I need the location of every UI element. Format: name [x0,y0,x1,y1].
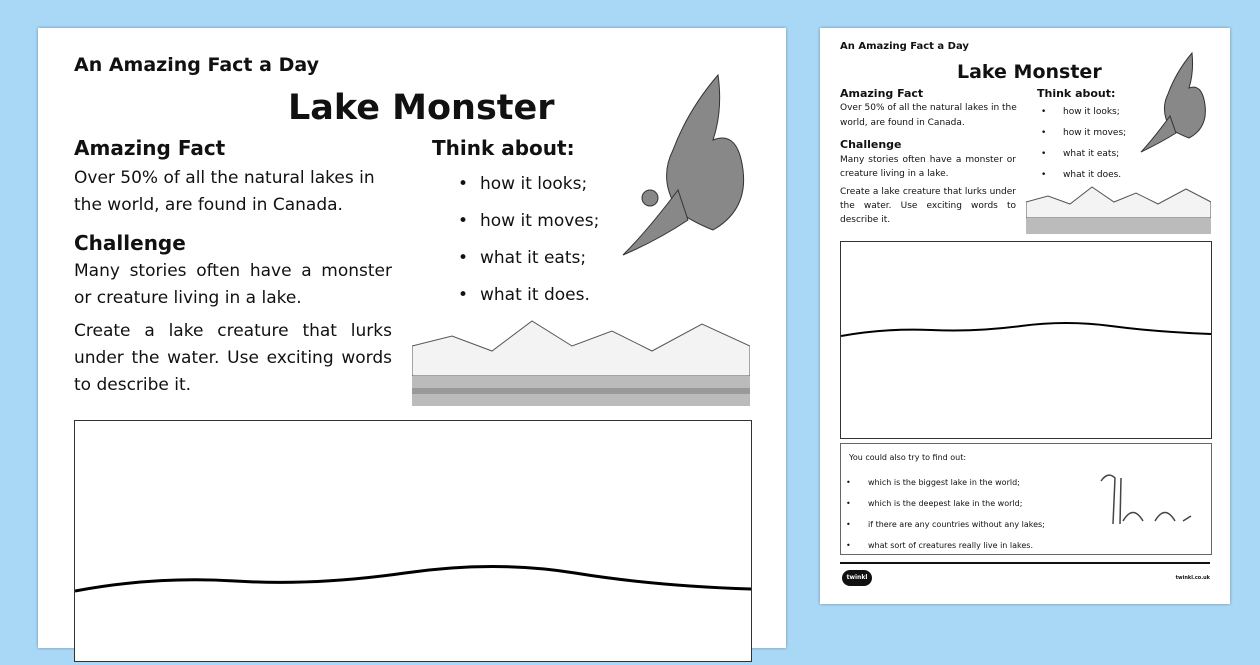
footer-url: twinkl.co.uk [1175,575,1210,581]
page-title-small: Lake Monster [957,61,1102,83]
think-list [480,166,599,314]
find-out-item: • which is the biggest lake in the world; [868,472,1045,493]
drawing-box[interactable] [74,420,752,662]
think-heading-small: Think about: [1037,87,1116,100]
eagle-illustration [618,70,758,260]
find-out-item: • what sort of creatures really live in lakes. [868,535,1045,556]
find-out-heading: You could also try to find out: [849,453,967,462]
water-line [75,421,751,661]
challenge-text-1-small: Many stories often have a monster or creature living in a lake. [840,155,1016,179]
fact-text-small: Over 50% of all the natural lakes in the world, are found in Canada. [840,103,1017,128]
fact-text: Over 50% of all the natural lakes in the world, are found in Canada. [74,168,375,215]
lake-landscape-illustration [412,316,750,406]
think-item: • how it looks; [1063,102,1126,123]
think-item: • how it moves; [480,203,599,240]
drawing-box-small[interactable] [840,241,1212,439]
eagle-illustration-small [1138,50,1213,155]
challenge-text-2-small: Create a lake creature that lurks under the water. Use exciting words to describe it. [840,187,1016,225]
challenge-text-1: Many stories often have a monster or creature living in a lake. [74,261,392,308]
page-title: Lake Monster [288,88,555,128]
think-list-small [1063,102,1126,186]
footer-divider [840,562,1210,564]
find-out-item: • which is the deepest lake in the world; [868,493,1045,514]
find-out-box [840,443,1212,555]
think-item: • what it eats; [1063,144,1126,165]
challenge-heading: Challenge [74,231,186,255]
fact-heading-small: Amazing Fact [840,87,924,100]
lake-landscape-illustration-small [1026,184,1211,234]
lake-monster-illustration [1093,466,1201,531]
find-out-item: • if there are any countries without any lakes; [868,514,1045,535]
series-title-small: An Amazing Fact a Day [840,41,969,52]
water-line-small [841,242,1211,438]
find-out-list [868,472,1045,556]
fact-heading: Amazing Fact [74,136,226,160]
worksheet-page-full [820,28,1230,604]
think-item: • what it does. [1063,165,1126,186]
think-item: • how it looks; [480,166,599,203]
think-item: • how it moves; [1063,123,1126,144]
challenge-heading-small: Challenge [840,138,902,151]
twinkl-logo: twinkl [842,570,872,586]
think-item: • what it does. [480,277,599,314]
think-heading: Think about: [432,136,575,160]
series-title: An Amazing Fact a Day [74,54,319,76]
worksheet-page-zoomed [38,28,786,648]
think-item: • what it eats; [480,240,599,277]
challenge-text-2: Create a lake creature that lurks under the water. Use exciting words to describe it. [74,321,392,395]
